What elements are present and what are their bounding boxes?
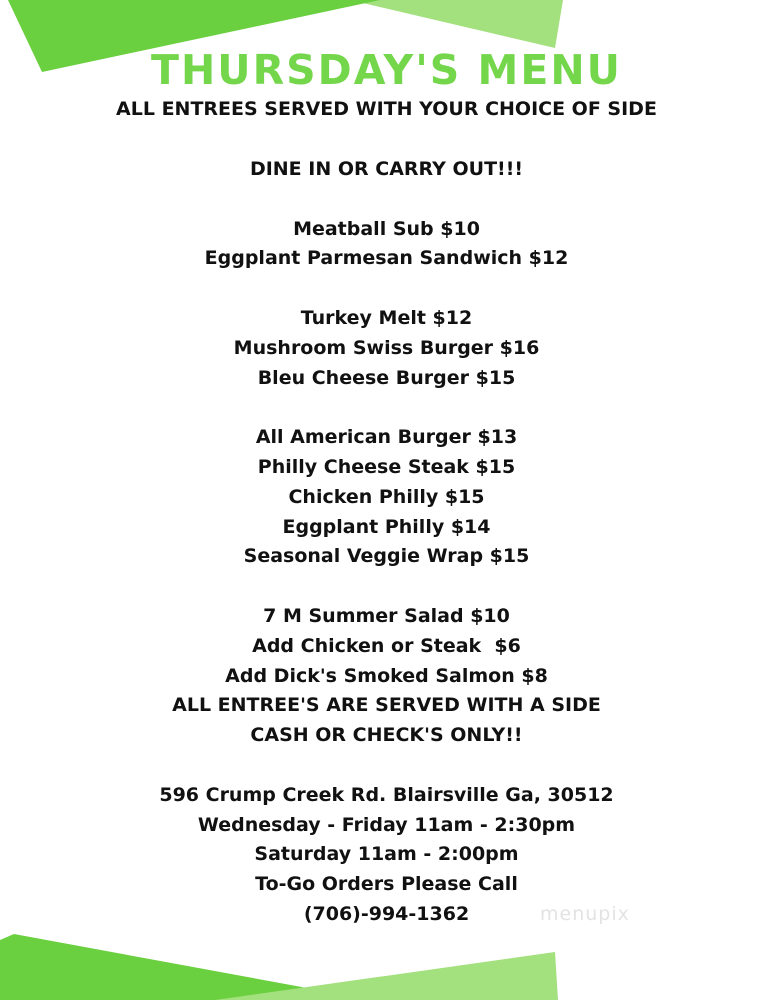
spacer <box>0 751 773 781</box>
side-notice: ALL ENTREE'S ARE SERVED WITH A SIDE <box>172 694 601 717</box>
payment-notice: CASH OR CHECK'S ONLY!! <box>250 724 523 747</box>
menu-item: Add Chicken or Steak $6 <box>252 634 521 657</box>
menu-item: Turkey Melt $12 <box>300 306 473 329</box>
togo-notice: To-Go Orders Please Call <box>255 873 518 896</box>
bottom-light-shape <box>215 952 558 1000</box>
menu-item: Eggplant Parmesan Sandwich $12 <box>204 247 569 270</box>
menu-item: Chicken Philly $15 <box>288 485 485 508</box>
menu-item: Add Dick's Smoked Salmon $8 <box>225 664 548 687</box>
watermark: menupix <box>540 903 630 925</box>
spacer <box>0 274 773 304</box>
hours-saturday: Saturday 11am - 2:00pm <box>254 843 519 866</box>
menu-item: Philly Cheese Steak $15 <box>257 455 516 478</box>
spacer <box>0 393 773 423</box>
top-light-shape <box>350 0 563 48</box>
spacer <box>0 572 773 602</box>
hours-weekday: Wednesday - Friday 11am - 2:30pm <box>197 813 576 836</box>
menu-item: Meatball Sub $10 <box>293 217 480 240</box>
menu-item: Eggplant Philly $14 <box>282 515 491 538</box>
address: 596 Crump Creek Rd. Blairsville Ga, 30512 <box>159 783 614 806</box>
page-title: THURSDAY'S MENU <box>151 46 622 94</box>
menu-list <box>0 155 773 930</box>
menu-item: All American Burger $13 <box>255 426 518 449</box>
page-subtitle: ALL ENTREES SERVED WITH YOUR CHOICE OF SIDE <box>116 98 657 120</box>
menu-item: 7 M Summer Salad $10 <box>263 604 510 627</box>
spacer <box>0 185 773 215</box>
phone-number: (706)-994-1362 <box>303 902 470 925</box>
dine-in-notice: DINE IN OR CARRY OUT!!! <box>249 158 524 180</box>
menu-item: Bleu Cheese Burger $15 <box>257 366 516 389</box>
menu-item: Seasonal Veggie Wrap $15 <box>243 545 530 568</box>
menu-item: Mushroom Swiss Burger $16 <box>233 336 540 359</box>
